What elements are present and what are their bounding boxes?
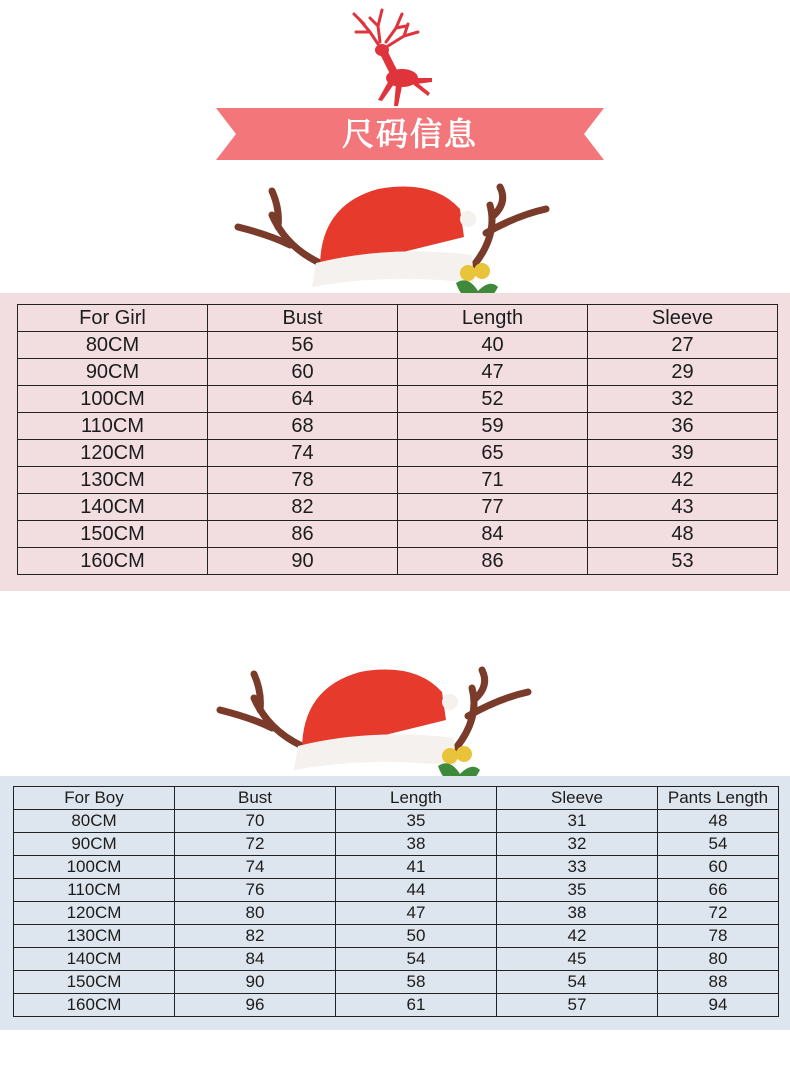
table-cell: 42 [497, 925, 658, 948]
table-cell: 66 [658, 879, 779, 902]
santa-hat-antlers-icon [210, 658, 540, 788]
table-row [18, 440, 778, 467]
table-cell: 60 [658, 856, 779, 879]
table-header-row [14, 787, 779, 810]
table-cell: 29 [588, 359, 778, 386]
table-cell: 86 [208, 521, 398, 548]
girl-size-table [17, 304, 778, 575]
table-cell: 70 [175, 810, 336, 833]
table-row [14, 810, 779, 833]
column-header: Length [336, 787, 497, 810]
santa-hat-antlers-icon [228, 175, 558, 305]
table-cell: 77 [398, 494, 588, 521]
table-cell: 120CM [18, 440, 208, 467]
table-cell: 110CM [18, 413, 208, 440]
table-cell: 72 [658, 902, 779, 925]
table-cell: 50 [336, 925, 497, 948]
table-header-row [18, 305, 778, 332]
table-cell: 120CM [14, 902, 175, 925]
table-cell: 88 [658, 971, 779, 994]
table-cell: 74 [175, 856, 336, 879]
table-row [14, 902, 779, 925]
table-row [18, 521, 778, 548]
table-cell: 72 [175, 833, 336, 856]
table-cell: 68 [208, 413, 398, 440]
boy-size-table [13, 786, 779, 1017]
table-cell: 100CM [14, 856, 175, 879]
table-cell: 71 [398, 467, 588, 494]
table-cell: 160CM [14, 994, 175, 1017]
table-cell: 33 [497, 856, 658, 879]
table-cell: 54 [658, 833, 779, 856]
table-cell: 140CM [18, 494, 208, 521]
table-cell: 31 [497, 810, 658, 833]
table-cell: 47 [398, 359, 588, 386]
table-cell: 59 [398, 413, 588, 440]
table-cell: 64 [208, 386, 398, 413]
table-cell: 80CM [14, 810, 175, 833]
table-cell: 60 [208, 359, 398, 386]
column-header: Sleeve [497, 787, 658, 810]
table-cell: 96 [175, 994, 336, 1017]
table-cell: 32 [497, 833, 658, 856]
table-cell: 90 [208, 548, 398, 575]
table-cell: 52 [398, 386, 588, 413]
column-header: Bust [208, 305, 398, 332]
column-header: For Girl [18, 305, 208, 332]
table-row [18, 386, 778, 413]
table-row [14, 833, 779, 856]
table-row [14, 948, 779, 971]
column-header: Pants Length [658, 787, 779, 810]
table-cell: 80 [658, 948, 779, 971]
table-cell: 38 [336, 833, 497, 856]
table-row [18, 467, 778, 494]
table-row [18, 413, 778, 440]
table-cell: 42 [588, 467, 778, 494]
table-cell: 53 [588, 548, 778, 575]
table-cell: 61 [336, 994, 497, 1017]
table-row [14, 994, 779, 1017]
table-cell: 35 [497, 879, 658, 902]
table-cell: 110CM [14, 879, 175, 902]
table-cell: 44 [336, 879, 497, 902]
table-cell: 160CM [18, 548, 208, 575]
table-cell: 90 [175, 971, 336, 994]
table-cell: 48 [658, 810, 779, 833]
banner-title: 尺码信息 [341, 115, 478, 153]
table-cell: 130CM [18, 467, 208, 494]
table-row [18, 332, 778, 359]
table-cell: 54 [497, 971, 658, 994]
column-header: Length [398, 305, 588, 332]
table-cell: 78 [208, 467, 398, 494]
table-cell: 86 [398, 548, 588, 575]
table-cell: 43 [588, 494, 778, 521]
table-row [18, 359, 778, 386]
table-cell: 38 [497, 902, 658, 925]
table-cell: 45 [497, 948, 658, 971]
table-cell: 27 [588, 332, 778, 359]
table-cell: 140CM [14, 948, 175, 971]
table-cell: 94 [658, 994, 779, 1017]
table-cell: 47 [336, 902, 497, 925]
table-cell: 41 [336, 856, 497, 879]
table-cell: 78 [658, 925, 779, 948]
table-cell: 54 [336, 948, 497, 971]
table-cell: 82 [175, 925, 336, 948]
table-row [14, 925, 779, 948]
table-cell: 32 [588, 386, 778, 413]
table-row [14, 856, 779, 879]
table-cell: 39 [588, 440, 778, 467]
table-row [14, 971, 779, 994]
column-header: Bust [175, 787, 336, 810]
table-cell: 58 [336, 971, 497, 994]
column-header: For Boy [14, 787, 175, 810]
table-cell: 57 [497, 994, 658, 1017]
table-cell: 80CM [18, 332, 208, 359]
table-row [14, 879, 779, 902]
table-cell: 84 [175, 948, 336, 971]
table-cell: 90CM [18, 359, 208, 386]
table-cell: 80 [175, 902, 336, 925]
table-cell: 100CM [18, 386, 208, 413]
table-cell: 36 [588, 413, 778, 440]
table-cell: 40 [398, 332, 588, 359]
table-cell: 150CM [18, 521, 208, 548]
table-row [18, 494, 778, 521]
table-cell: 82 [208, 494, 398, 521]
banner [216, 108, 604, 160]
table-cell: 84 [398, 521, 588, 548]
table-cell: 76 [175, 879, 336, 902]
table-cell: 56 [208, 332, 398, 359]
table-cell: 150CM [14, 971, 175, 994]
table-cell: 90CM [14, 833, 175, 856]
table-cell: 35 [336, 810, 497, 833]
table-cell: 65 [398, 440, 588, 467]
table-row [18, 548, 778, 575]
table-cell: 48 [588, 521, 778, 548]
column-header: Sleeve [588, 305, 778, 332]
reindeer-icon [340, 2, 460, 112]
table-cell: 74 [208, 440, 398, 467]
table-cell: 130CM [14, 925, 175, 948]
